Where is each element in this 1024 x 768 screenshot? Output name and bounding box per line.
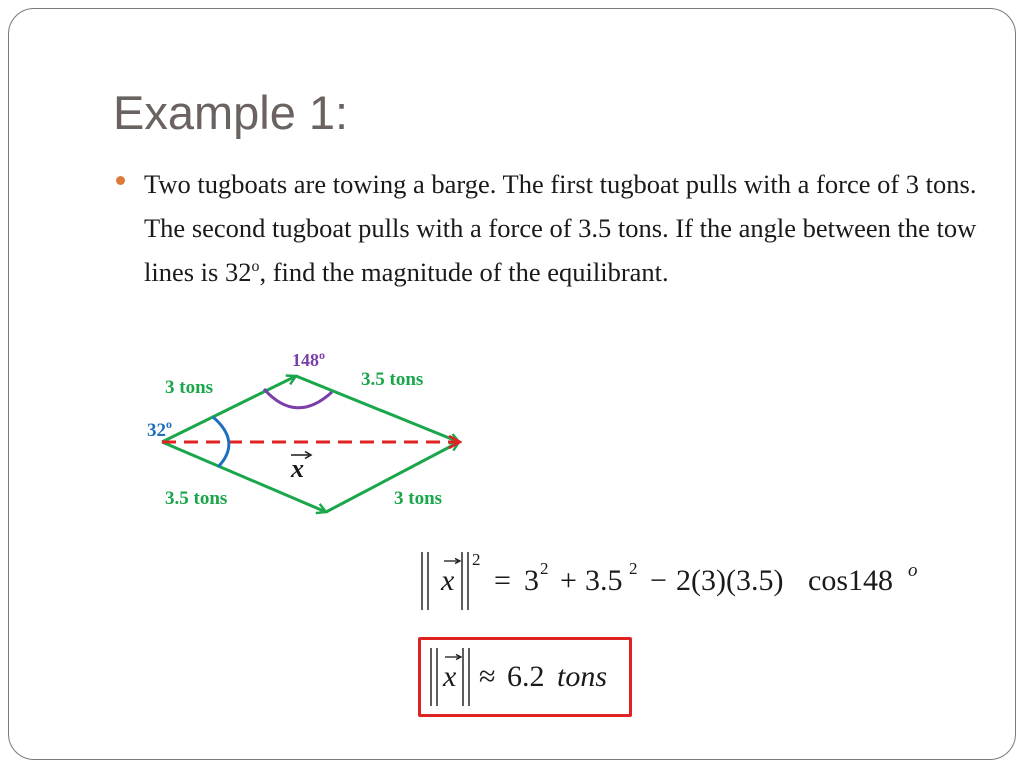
label-top-angle [292, 348, 325, 370]
answer-highlight-box [418, 637, 632, 717]
label-top-right: 3.5 tons [361, 369, 424, 390]
label-top-left: 3 tons [165, 377, 214, 398]
answer-value: 6.2 [507, 660, 545, 693]
answer-variable: x [443, 660, 457, 693]
approx-sign: ≈ [479, 660, 496, 693]
top-angle-degree: o [319, 348, 325, 362]
degree-mark: o [251, 258, 260, 275]
degree-mark: o [908, 560, 918, 581]
problem-text-part1: Two tugboats are towing a barge. The first tugboat pulls with a force of 3 tons. The second tugboat pulls with a force of 3.5 tons. If the angle between the tow lines is 32 [144, 169, 977, 287]
slide-title: Example 1: [113, 86, 349, 139]
label-bottom-left: 3.5 tons [165, 488, 228, 509]
top-angle-value: 148 [292, 350, 319, 370]
left-angle-value: 32 [147, 420, 166, 441]
top-angle-arc [264, 389, 332, 408]
equals-sign: = [494, 564, 511, 597]
term-b-exp: 2 [629, 559, 638, 578]
answer-unit: tons [557, 660, 608, 693]
minus-sign: − [650, 564, 667, 597]
equation-variable: x [441, 564, 455, 597]
product-term: 2(3)(3.5) [676, 564, 784, 597]
outer-exponent: 2 [472, 550, 481, 569]
plus-sign: + [560, 564, 577, 597]
problem-text-part2: , find the magnitude of the equilibrant. [259, 257, 669, 287]
label-bottom-right: 3 tons [394, 488, 443, 509]
left-angle-degree: o [166, 417, 172, 431]
cosine-term: cos148 [808, 564, 893, 597]
magnitude-equation [422, 550, 918, 610]
term-b: 3.5 [585, 564, 623, 597]
term-a: 3 [524, 564, 539, 597]
term-a-exp: 2 [540, 559, 549, 578]
resultant-label: x [291, 454, 304, 483]
